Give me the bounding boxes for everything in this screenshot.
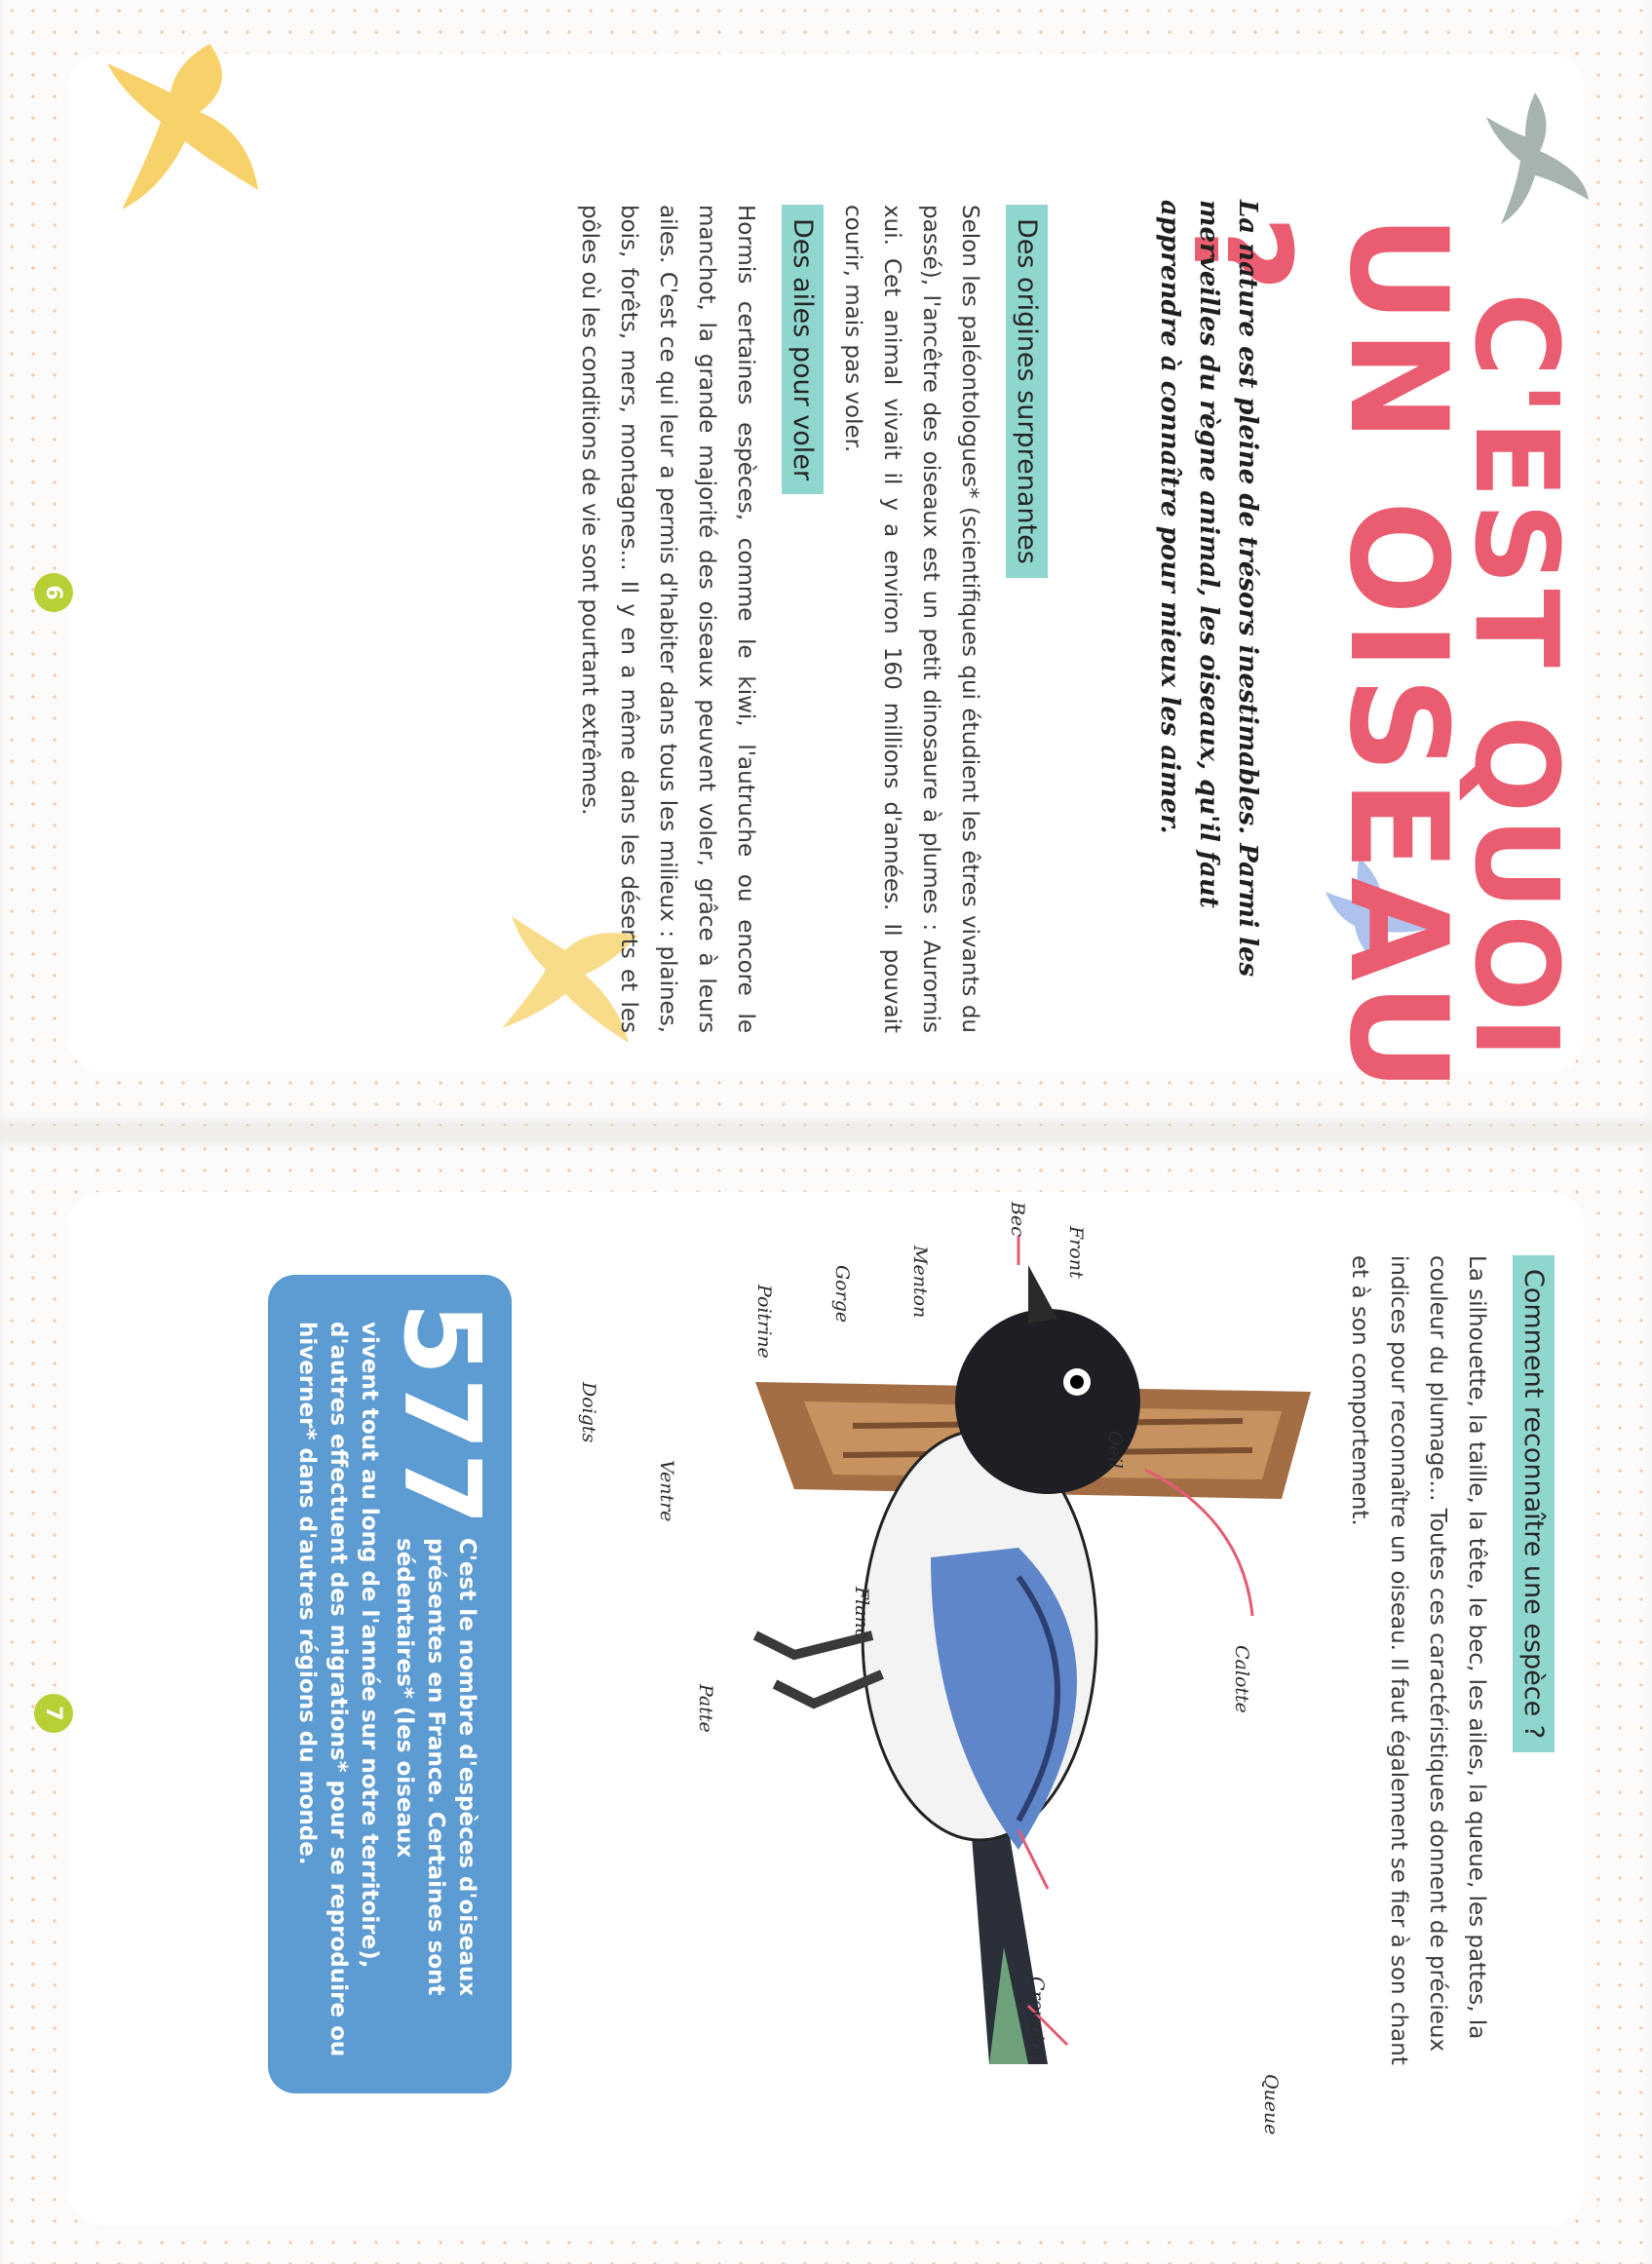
- label-queue: Queue: [1260, 2074, 1282, 2135]
- stat-box: [268, 1275, 512, 2093]
- page-title-line2: UN OISEAU ?: [1163, 214, 1477, 1098]
- left-page: [0, 0, 1652, 1126]
- section-text-origins: Selon les paléontologues* (scientifiques qui étudient les êtres vivants du passé), l'ancêtre des oiseaux est un petit dinosaure à plumes : Aurornis xui. Cet animal vivait il y a environ 160 millions d'années. Il pouvait courir, mais pas voler.: [840, 205, 982, 1033]
- label-front: Front: [1065, 1226, 1087, 1279]
- bird-silhouette-yellow-icon: [102, 24, 268, 219]
- stat-number: 577: [380, 1302, 502, 1528]
- label-croupion: Croupion: [1026, 1976, 1048, 2064]
- label-oeil: Oeil: [1104, 1431, 1126, 1469]
- label-patte: Patte: [695, 1684, 716, 1733]
- label-calotte: Calotte: [1231, 1645, 1252, 1713]
- label-menton: Menton: [909, 1246, 931, 1319]
- bird-silhouette-gray-icon: [1477, 83, 1594, 229]
- label-flanc: Flanc: [851, 1587, 872, 1639]
- label-ventre: Ventre: [656, 1460, 677, 1522]
- stat-body-text: vivent tout au long de l'année sur notre territoire), d'autres effectuent des migrations* pour se reproduire ou hiverner* dans d'autres régions du monde.: [294, 1322, 382, 2057]
- section-text-wings: Hormis certaines espèces, comme le kiwi, l'autruche ou encore le manchot, la grande majorité des oiseaux peuvent voler, grâce à leurs ailes. C'est ce qui leur a permis d'habiter dans tous les milieux : plaines, bois, forêts, mers, montagnes... Il y en a même dans les déserts et les pôles où les conditions de vie sont pourtant extrêmes.: [577, 205, 758, 1033]
- page-number-6: 6: [34, 573, 73, 612]
- section-heading-wings: Des ailes pour voler: [782, 205, 824, 494]
- intro-text: La nature est pleine de trésors inestimables. Parmi les merveilles du règne animal, les oiseaux, qu'il faut apprendre à connaître pour mieux les aimer.: [1155, 200, 1262, 978]
- page-number-7: 7: [34, 1694, 73, 1733]
- section-text-recognize: La silhouette, la taille, la tête, le bec, les ailes, la queue, les pattes, la couleur du plumage... Toutes ces caractéristiques donnent de précieux indices pour reconnaître un oiseau. Il faut également se fier à son chant et à son comportement.: [1347, 1255, 1489, 2065]
- label-gorge: Gorge: [831, 1265, 853, 1324]
- label-doigts: Doigts: [578, 1382, 599, 1443]
- section-heading-recognize: Comment reconnaître une espèce ?: [1513, 1255, 1555, 1752]
- section-heading-origins: Des origines surprenantes: [1006, 205, 1048, 578]
- right-page: [0, 1138, 1652, 2264]
- stat-lead-text: C'est le nombre d'espèces d'oiseaux présentes en France. Certaines sont sédentaires* (les oiseaux: [392, 1538, 480, 1997]
- label-poitrine: Poitrine: [753, 1285, 775, 1359]
- magpie-illustration: [560, 1226, 1340, 2103]
- label-bec: Bec: [1007, 1202, 1028, 1237]
- page-title-line1: C'EST QUOI: [1449, 292, 1584, 1063]
